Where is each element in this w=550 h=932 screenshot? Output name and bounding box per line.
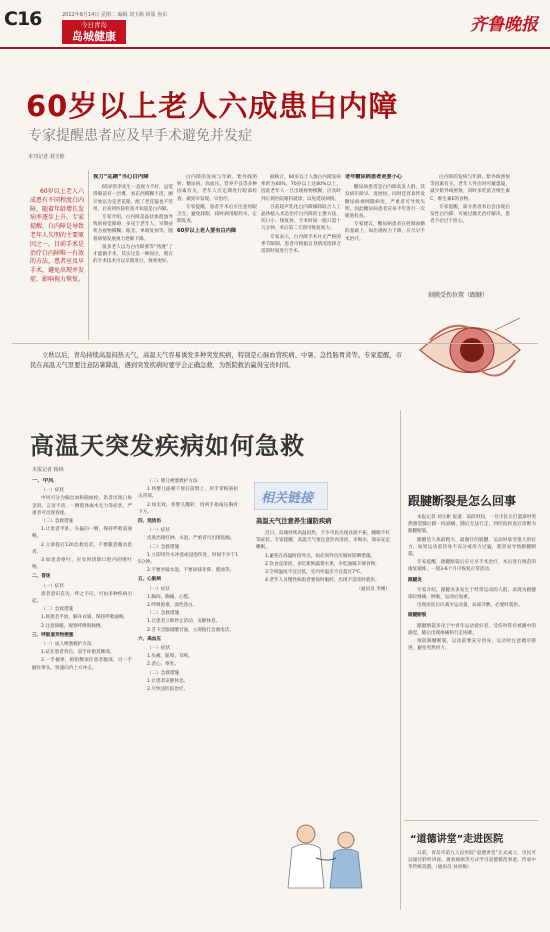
col4-paragraph: 糖尿病患者是白内障高发人群，其发病年龄早、进展快，同时还容易伴发糖尿病视网膜病变，严重者可导致失明，因此糖尿病患者应每半年进行一次眼底检查。 — [345, 185, 425, 220]
sidebar-subheading: 跟腱断裂 — [408, 613, 427, 619]
sidebar-paragraph: 跟腱断裂多见于中青年运动爱好者，受伤时常有被踢中的感觉，随后出现疼痛和行走困难。 — [408, 623, 536, 636]
article1-col1 — [93, 174, 173, 336]
colC-paragraph: 1.避免在高温时段外出，如必须外出应做好防晒措施。 — [265, 553, 376, 559]
colB-paragraph: 1.胸闷、胸痛、心慌。 — [147, 594, 193, 600]
colB-paragraph: （一）症状 — [147, 646, 170, 652]
colC-paragraph: 4.老年人及慢性病患者要按时服药，出现不适及时就医。 — [265, 578, 380, 584]
col2-subheading: 60岁以上老人要有白内障 — [177, 228, 237, 235]
sidebar-divider — [400, 410, 401, 910]
colA-paragraph: 中风可分为脑出血和脑血栓，患者出现口角歪斜、言语不清、一侧肢体麻木无力等症状，严重者可出现昏迷。 — [32, 496, 132, 516]
colA-subheading: 二、昏迷 — [32, 574, 51, 580]
colA-subheading: 一、中风 — [32, 478, 54, 484]
brand-logo: 齐鲁晚报 — [470, 15, 538, 35]
colA-paragraph: 2.注意保暖，观察呼吸和脉搏。 — [41, 623, 106, 629]
colA-paragraph: （二）急救措施 — [41, 519, 74, 525]
sidebar-paragraph: 预防跟腱断裂，运动前要充分热身，运动时注意循序渐进，避免突然用力。 — [408, 639, 536, 652]
section-divider — [12, 343, 538, 344]
article2-colB — [138, 478, 238, 898]
sidebar-paragraph: 专家介绍，跟腱炎多发生于经常运动的人群，表现为跟腱部位疼痛、肿胀，运动后加重。 — [408, 587, 536, 601]
colA-paragraph: 2.一手握拳，拇指侧顶住患者腹部，另一手握住拳头，快速向内上方冲击。 — [32, 658, 132, 671]
col5-paragraph: 白内障的发病与年龄、紫外线照射等因素有关，老年人外出时可戴墨镜，减少紫外线照射，同时多吃富含维生素C、维生素E的食物。 — [430, 175, 510, 202]
colB-paragraph: 2.如无效，将婴儿翻转，用两手指按压胸骨下方。 — [138, 502, 238, 515]
colC-heading: 高温天气注意养生谨防疾病 — [256, 518, 332, 525]
doctor-illustration — [276, 818, 376, 896]
colC-body — [256, 530, 390, 820]
col2-paragraph: 白内障的发病与年龄、紫外线照射、糖尿病、高血压、营养不良等多种因素有关，老年人应定期进行眼部检查，做到早发现、早治疗。 — [177, 175, 257, 202]
article1-lead: 60岁以上老人六成患有不同程度白内障，随着年龄增长发病率逐步上升。专家提醒，白内障是导致老年人失明的主要原因之一，目前手术是治疗白内障唯一有效的方法，患者应及早手术，避免出现并发症，影响视力恢复。 — [30, 188, 84, 283]
colA-paragraph: 1.将患者平放，解开衣领，保持呼吸通畅。 — [41, 615, 129, 621]
colB-paragraph: 1.立即用冷水冲洗或浸泡伤处，时间不少于15分钟。 — [138, 552, 238, 566]
related-link-tag-label: 相关链接 — [261, 491, 314, 506]
col1-paragraph: 专家介绍，白内障是晶状体混浊导致的视觉障碍，多见于老年人，早期症状为视物模糊、眩光、单眼复视等，随着病情发展视力逐渐下降。 — [93, 215, 173, 242]
colB-paragraph: （二）婴儿梗塞救护方法 — [147, 479, 198, 484]
col2-paragraph: 专家提醒，患者手术后应注意用眼卫生，避免揉眼，按时滴用眼药水，定期复查。 — [177, 204, 257, 225]
article1-headline: 60岁以上老人六成患白内障 — [26, 89, 399, 123]
colA-paragraph: （一）症状 — [41, 583, 64, 589]
colB-paragraph: （二）急救措施 — [147, 670, 180, 676]
promo-divider — [404, 820, 538, 821]
sidebar-body — [408, 514, 536, 814]
article1-col2 — [177, 174, 257, 336]
colA-paragraph: （一）症状 — [41, 488, 64, 494]
sidebar-subheading: 跟腱炎 — [408, 577, 422, 583]
colC-paragraph: 3.空调温度不宜过低，室内外温差不宜超过7℃。 — [265, 570, 365, 576]
colB-paragraph: 1.将婴儿面朝下放在前臂上，用手掌根部拍击背部。 — [138, 487, 238, 500]
colA-subheading: 三、呼吸道异物梗塞 — [32, 632, 74, 638]
colB-paragraph: 2.不要弄破水泡，不要涂抹牙膏、酱油等。 — [147, 568, 235, 574]
related-link-box — [248, 478, 396, 898]
col5-paragraph: 专家提醒，部分患者术后会出现后发性白内障，可通过激光治疗解决，患者不必过于担心。 — [430, 204, 510, 225]
colB-paragraph: （一）症状 — [147, 528, 170, 534]
col3-paragraph: 据统计，60岁以上人群白内障发病率约为60%，70岁以上达80%以上，因此老年人一旦出现视物模糊，应及时到正规医院眼科就诊，以免延误病情。 — [261, 175, 341, 202]
eye-diagram-illustration — [410, 300, 530, 400]
section-top-tag: 今日青岛 — [62, 20, 126, 30]
col4-subheading: 老年糖尿病患者更要小心 — [345, 174, 403, 180]
colA-paragraph: 2.立即拨打120急救电话，不要随意搬动患者。 — [32, 542, 132, 555]
col4-paragraph: 专家建议，糖尿病患者在控制血糖的基础上，如出现视力下降，应尽早手术治疗。 — [345, 222, 425, 242]
colA-paragraph: （一）成人梗塞救护方法 — [41, 642, 92, 648]
colB-subheading: 五、心脏病 — [138, 577, 161, 583]
colC-paragraph: 2.饮食宜清淡，多吃新鲜蔬菜水果，少吃油腻辛辣食物。 — [265, 561, 380, 567]
colA-paragraph: 3.如患者呕吐，应及时清除口腔内的呕吐物。 — [32, 558, 132, 571]
colB-paragraph: （二）急救措施 — [147, 611, 180, 617]
article1-col3 — [261, 174, 341, 336]
colC-byline: （通讯员 李刚） — [356, 587, 390, 593]
sidebar-paragraph: 专家提醒，跟腱断裂后应尽早手术治疗，术后进行规范的康复锻炼，一般3-6个月可恢复正常活动。 — [408, 560, 536, 573]
lead-divider — [88, 170, 89, 340]
col3-paragraph: 专家表示，白内障手术并无严格的季节限制，患者可根据自身情况选择合适的时间进行手术。 — [261, 234, 341, 255]
col1-paragraph: 很多老人以为白内障要等“熟透”了才能做手术，其实这是一种误区，现在的手术技术可以早期进行，效果更好。 — [93, 244, 173, 265]
colB-paragraph: 1.让患者立即停止活动，安静休息。 — [147, 619, 221, 625]
article2-headline: 高温天突发疾病如何急救 — [30, 432, 305, 460]
section-main-tag: 岛城健康 — [62, 30, 126, 44]
colB-paragraph: 皮肤出现红肿、水泡，严重者可出现焦痂。 — [147, 536, 235, 542]
col3-paragraph: 目前超声乳化白内障摘除联合人工晶体植入术是治疗白内障的主要方法，切口小、恢复快，手术时间一般只需十几分钟，术后第二天即可恢复视力。 — [261, 204, 341, 232]
colA-paragraph: 1.让患者平卧，头偏向一侧，保持呼吸道通畅。 — [32, 527, 132, 540]
col1-subheading: 视力“乱糊”当心白内障 — [93, 174, 149, 180]
promo-text: 日前，青岛市第九人民医院“道德讲堂”正式成立，市民可以通过聆听讲座、观看视频等方式学习道德模范事迹，传承中华传统美德。（通讯员 孙喜梅） — [408, 851, 536, 871]
colA-paragraph: 患者意识丧失，呼之不应，可由多种疾病引起。 — [32, 591, 132, 605]
colB-paragraph: 1.头痛、眩晕、耳鸣。 — [147, 654, 193, 660]
col1-paragraph: 65岁的李先生一直视力不好，总觉得眼前有一层雾，看东西模糊不清，刚开始以为是老花眼，配了老花镜也不管用，后来到医院检查才知道是白内障。 — [93, 185, 173, 212]
article1-subhead: 专家提醒患者应及早手术避免并发症 — [28, 128, 252, 144]
article1-col5 — [430, 174, 510, 274]
header-rule — [0, 47, 550, 49]
related-link-tag — [254, 482, 328, 510]
colB-paragraph: 1.让患者安静休息。 — [147, 678, 189, 684]
article2-byline: 本报记者 杨林 — [32, 467, 64, 473]
colB-paragraph: （一）症状 — [147, 586, 170, 592]
colA-paragraph: （二）急救措施 — [41, 607, 74, 613]
colC-paragraph: 近日，岛城持续高温闷热，不少市民出现食欲不振、睡眠不好等症状。专家提醒，高温天气要注意饮食清淡，多喝水，保证充足睡眠。 — [256, 531, 390, 551]
figure-title: 刻膜受伤位置（跟腱） — [428, 292, 489, 299]
promo-title: “道德讲堂”走进医院 — [410, 834, 504, 845]
colB-paragraph: （二）急救措施 — [147, 544, 180, 550]
colB-subheading: 六、高血压 — [138, 636, 161, 642]
article2-colA — [32, 478, 132, 898]
sidebar-title: 跟腱断裂是怎么回事 — [408, 494, 517, 508]
dateline: 2012年8月14日 星期二 编辑 刘玉彬 组版 焦东 — [62, 12, 168, 18]
article1-byline: 本刊记者 刘玉彬 — [28, 154, 65, 160]
sidebar-paragraph: 跟腱是人体最粗大、最强壮的肌腱，运动时承受很大的拉力，如果运动前热身不充分或用力过猛，就容易导致跟腱断裂。 — [408, 537, 536, 558]
sidebar-paragraph: 出现症状后应减少运动量，局部冷敷，必要时就医。 — [417, 603, 523, 609]
colB-paragraph: 2.尽快送医院治疗。 — [147, 687, 189, 693]
colB-paragraph: 2.舌下含服硝酸甘油，立即拨打急救电话。 — [147, 627, 235, 633]
colB-paragraph: 2.呼吸困难，面色苍白。 — [147, 603, 198, 609]
colA-paragraph: 1.站在患者背后，双手环抱其腰部。 — [41, 650, 115, 656]
sidebar-paragraph: 本报记者 刘玉彬 报道：前段时间，一位市民在打篮球时突然感觉脚后跟一阵剧痛，随后无法行走，到医院检查后诊断为跟腱断裂。 — [408, 515, 536, 535]
colB-subheading: 四、烧烫伤 — [138, 519, 161, 525]
colB-paragraph: 2.恶心、呕吐。 — [147, 662, 179, 668]
article2-intro: 立秋以后，青岛持续高温闷热天气，高温天气容易诱发多种突发疾病，特别是心脑血管疾病、中暑、急性肠胃炎等。专家提醒，市民在高温天气里要注意防暑降温，遇到突发疾病时要学会正确急救，为医院救治赢得宝贵时间。 — [30, 352, 402, 369]
page-number: C16 — [4, 8, 42, 30]
